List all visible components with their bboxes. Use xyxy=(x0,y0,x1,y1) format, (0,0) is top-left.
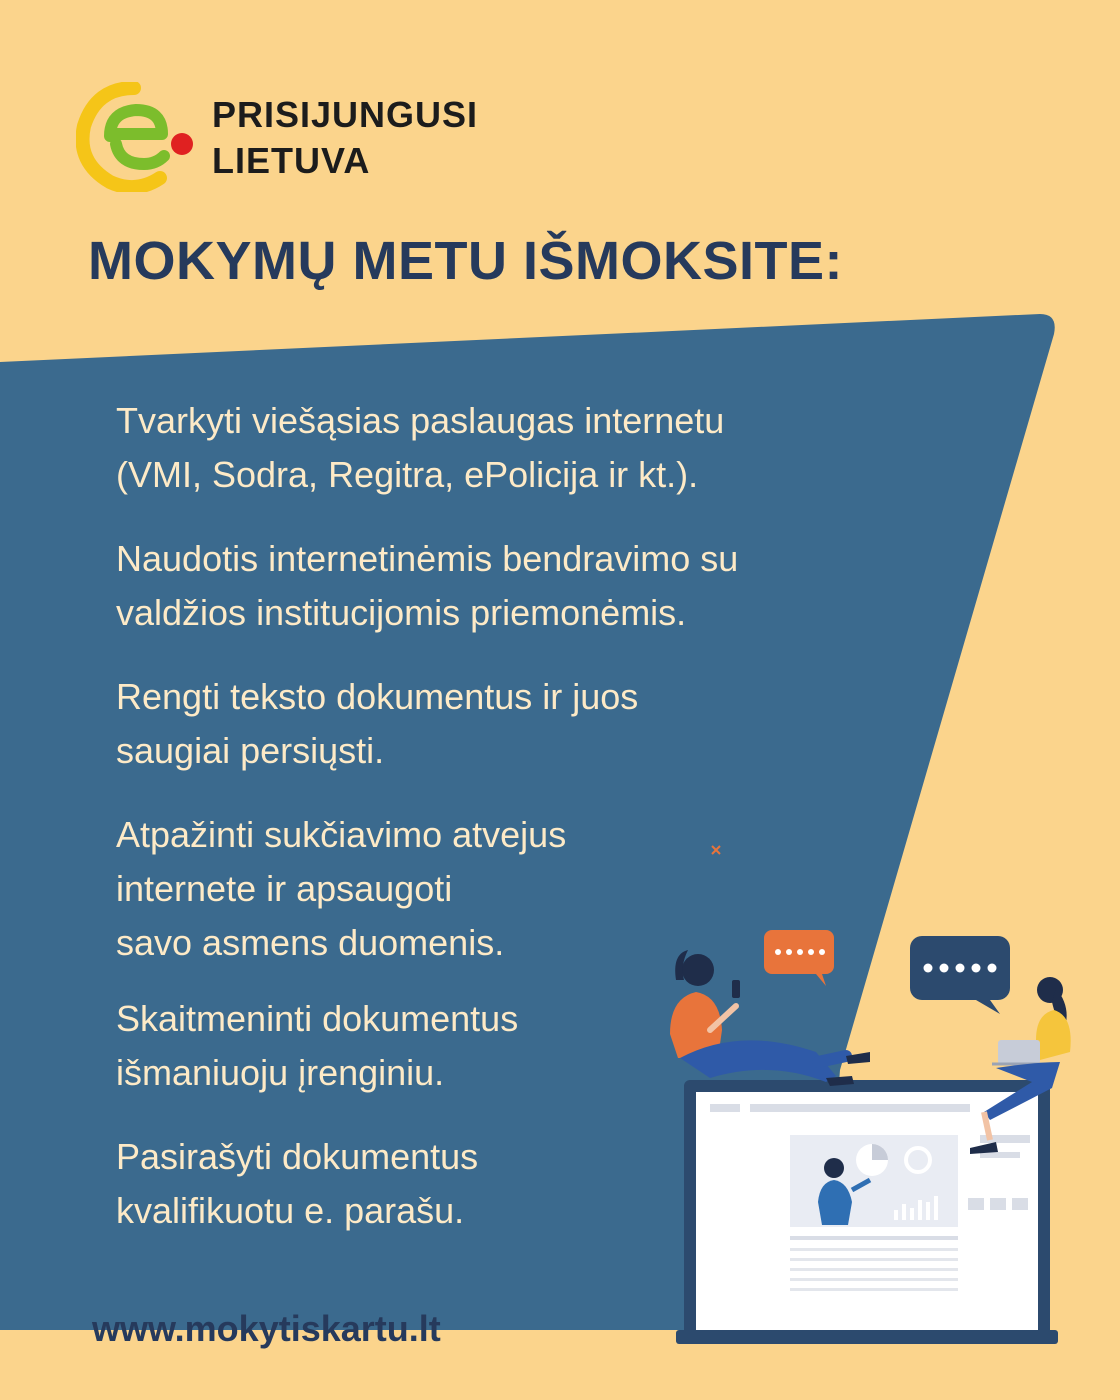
sparkle-icon xyxy=(712,846,720,854)
illustration xyxy=(640,830,1080,1350)
list-item: Naudotis internetinėmis bendravimo su valdžios institucijomis priemonėmis. xyxy=(116,538,739,633)
speech-bubble-icon xyxy=(910,936,1010,1014)
logo-line-1: PRISIJUNGUSI xyxy=(212,94,479,135)
logo-line-2: LIETUVA xyxy=(212,140,371,181)
e-letter-logo-icon xyxy=(76,82,196,192)
list-item: Rengti teksto dokumentus ir juos saugiai persiųsti. xyxy=(116,676,639,771)
list-item: Atpažinti sukčiavimo atvejus internete ir apsaugoti savo asmens duomenis. xyxy=(116,814,567,963)
brand-logo xyxy=(76,82,516,192)
speech-bubble-icon xyxy=(764,930,834,986)
list-item: Skaitmeninti dokumentus išmaniuoju įrenginiu. xyxy=(116,998,519,1093)
page-heading: MOKYMŲ METU IŠMOKSITE: xyxy=(88,231,843,291)
list-item: Pasirašyti dokumentus kvalifikuotu e. parašu. xyxy=(116,1136,479,1231)
laptop-screen-icon xyxy=(676,1080,1058,1344)
pie-chart-icon xyxy=(856,1144,888,1176)
website-link[interactable]: www.mokytiskartu.lt xyxy=(92,1308,441,1349)
list-item: Tvarkyti viešąsias paslaugas internetu (VMI, Sodra, Regitra, ePolicija ir kt.). xyxy=(116,400,725,495)
